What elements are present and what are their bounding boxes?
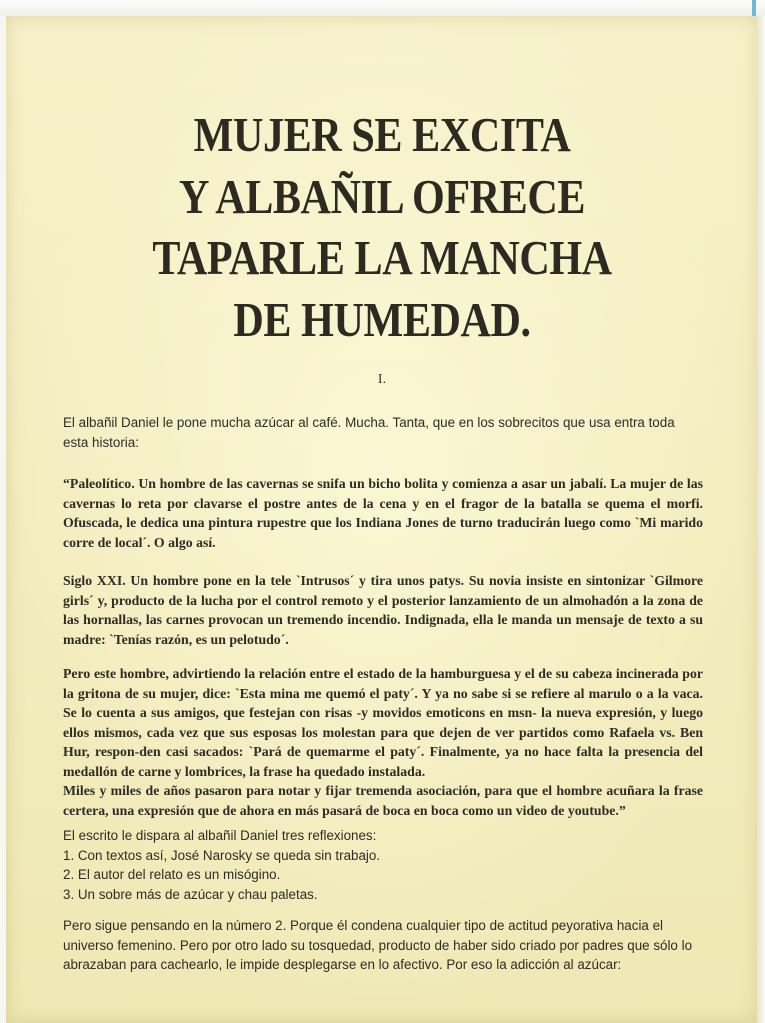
section-number: I. (377, 372, 387, 387)
reflections-intro: El escrito le dispara al albañil Daniel tres reflexiones: (63, 828, 377, 843)
scan-right-edge (757, 16, 765, 1023)
quote-paragraph-conclusion: Miles y miles de años pasaron para notar y fijar tremenda asociación, para que el hombre acuñara la frase certera, una expresión que de ahora en más pasará de boca en boca como un video de youtube.” (63, 783, 703, 818)
intro-paragraph: El albañil Daniel le pone mucha azúcar al café. Mucha. Tanta, que en los sobrecitos que usa entra toda esta historia: (63, 415, 675, 450)
quote-paragraph-paty: Pero este hombre, advirtiendo la relación entre el estado de la hamburguesa y el de su cabeza incinerada por la gritona de su mujer, dice: `Esta mina me quemó el paty´. Y ya no sabe si se refiere al marulo o a la vaca. Se lo cuenta a sus amigos, que festejan con risas -y movidos emoticons en msn- la nueva expresión, y luego ellos mismos, cada vez que sus esposas los molestan para que dejen de ver partidos como Rafaela vs. Ben Hur, respon-den casi sacados: `Pará de quemarme el paty´. Finalmente, ya no hace falta la presencia del medallón de carne y lombrices, la frase ha quedado instalada. (63, 666, 703, 779)
title-line: TAPARLE LA MANCHA (152, 230, 612, 285)
title-line: DE HUMEDAD. (233, 291, 531, 347)
reflection-item: 3. Un sobre más de azúcar y chau paletas. (63, 886, 318, 902)
article-title (6, 104, 758, 350)
reflection-item: 1. Con textos así, José Narosky se queda sin trabajo. (63, 847, 381, 863)
title-line: MUJER SE EXCITA (193, 107, 571, 162)
reflections-block (63, 826, 703, 904)
closing-paragraph: Pero sigue pensando en la número 2. Porque él condena cualquier tipo de actitud peyorativa hacia el universo femenino. Pero por otro lado su tosquedad, producto de haber sido criado por padres que sólo lo abrazaban para cachearlo, le impide desplegarse en lo afectivo. Por eso la adicción al azúcar: (63, 918, 693, 972)
reflection-item: 2. El autor del relato es un misógino. (63, 867, 281, 882)
scan-background (0, 0, 765, 16)
title-line: Y ALBAÑIL OFRECE (178, 168, 586, 224)
quote-paragraph-paleolitico: “Paleolítico. Un hombre de las cavernas se snifa un bicho bolita y comienza a asar un jabalí. La mujer de las cavernas lo reta por clavarse el postre antes de la cena y en el fragor de la batalla se quema el morfi. Ofuscada, le dedica una pintura rupestre que los Indiana Jones de turno traducirán luego como `Mi marido corre de local´. O algo así. (63, 476, 703, 550)
quote-paragraph-siglo-xxi: Siglo XXI. Un hombre pone en la tele `Intrusos´ y tira unos patys. Su novia insiste en sintonizar `Gilmore girls´ y, producto de la lucha por el control remoto y el posterior lanzamiento de un almohadón a la zona de las hornallas, las carnes provocan un tremendo incendio. Indignada, ella le manda un mensaje de texto a su madre: `Tenías razón, es un pelotudo´. (63, 573, 703, 647)
magazine-page (6, 16, 758, 1023)
